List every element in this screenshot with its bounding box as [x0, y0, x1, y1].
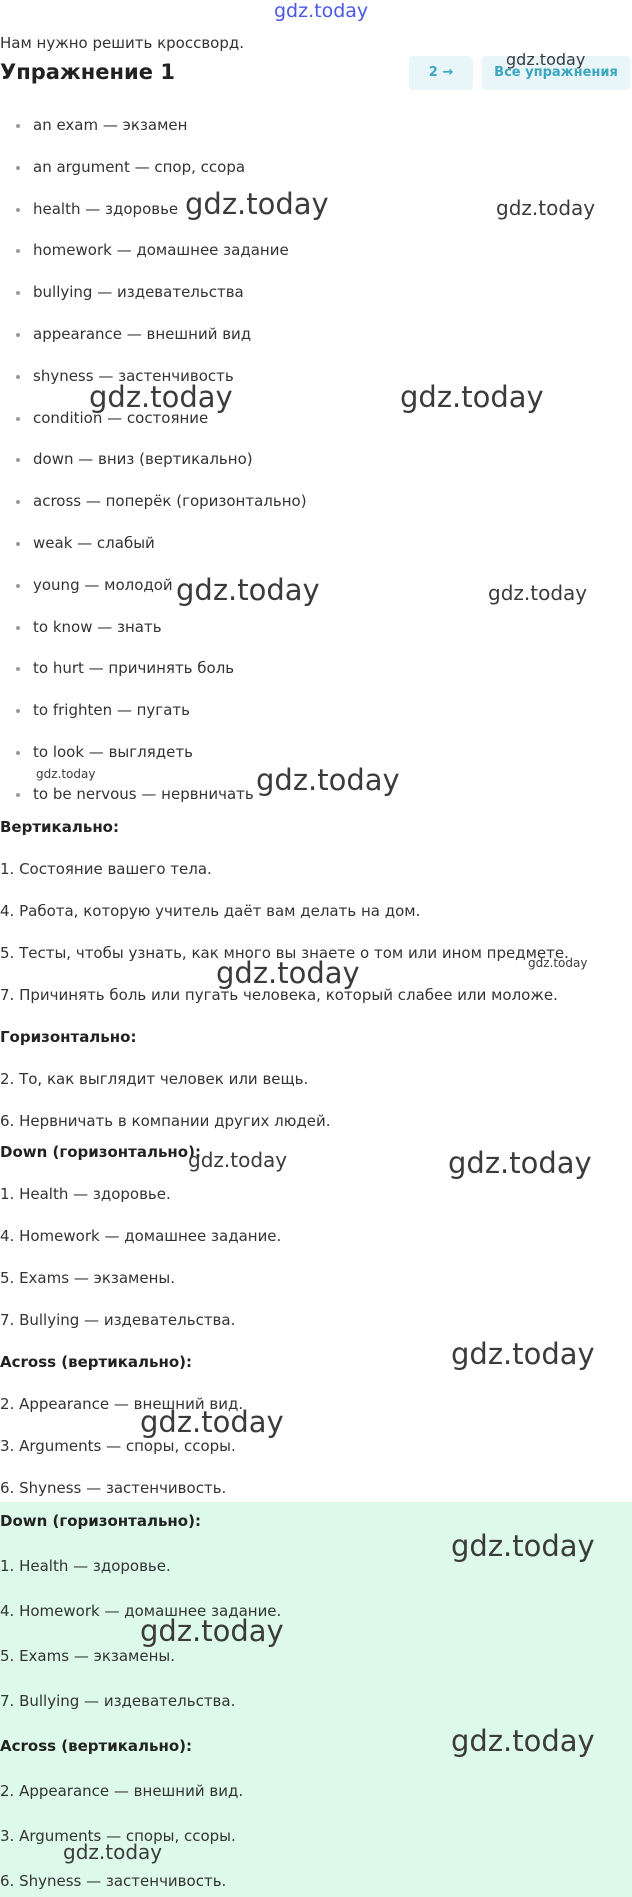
watermark: gdz.today — [400, 380, 544, 414]
list-item: across — поперёк (горизонтально) — [0, 481, 620, 523]
brand-logo[interactable]: gdz.today — [274, 0, 369, 22]
answer-line: 5. Exams — экзамены. — [0, 1647, 176, 1665]
watermark: gdz.today — [36, 767, 96, 781]
answer-line: 4. Homework — домашнее задание. — [0, 1227, 282, 1245]
answer-line: 7. Bullying — издевательства. — [0, 1692, 236, 1710]
list-item: young — молодой — [0, 565, 620, 607]
list-item: shyness — застенчивость — [0, 356, 620, 398]
watermark: gdz.today — [528, 956, 588, 970]
clue-line: 4. Работа, которую учитель даёт вам делать на дом. — [0, 902, 421, 920]
answer-line: 3. Arguments — споры, ссоры. — [0, 1437, 236, 1455]
watermark: gdz.today — [216, 956, 360, 990]
list-item: to hurt — причинять боль — [0, 648, 620, 690]
clue-line: 5. Тесты, чтобы узнать, как много вы знаете о том или ином предмете. — [0, 944, 569, 962]
watermark: gdz.today — [188, 1148, 288, 1172]
down-answers-heading: Down (горизонтально): — [0, 1143, 201, 1161]
answer-line: 6. Shyness — застенчивость. — [0, 1479, 227, 1497]
watermark: gdz.today — [451, 1724, 595, 1758]
watermark: gdz.today — [185, 187, 329, 221]
watermark: gdz.today — [506, 50, 586, 69]
watermark: gdz.today — [488, 581, 588, 605]
list-item: to be nervous — нервничать — [0, 774, 620, 816]
answer-line: 4. Homework — домашнее задание. — [0, 1602, 282, 1620]
answer-line: 1. Health — здоровье. — [0, 1185, 171, 1203]
clue-line: 2. То, как выглядит человек или вещь. — [0, 1070, 309, 1088]
watermark: gdz.today — [176, 573, 320, 607]
down-answers-heading-highlighted: Down (горизонтально): — [0, 1512, 201, 1530]
watermark: gdz.today — [448, 1146, 592, 1180]
across-answers-heading-highlighted: Across (вертикально): — [0, 1737, 193, 1755]
clue-line: 6. Нервничать в компании других людей. — [0, 1112, 331, 1130]
list-item: weak — слабый — [0, 523, 620, 565]
watermark: gdz.today — [140, 1405, 284, 1439]
list-item: to look — выглядеть — [0, 732, 620, 774]
all-exercises-button[interactable]: Все упражнения — [482, 56, 630, 90]
answer-line: 6. Shyness — застенчивость. — [0, 1872, 227, 1890]
watermark: gdz.today — [140, 1614, 284, 1648]
answer-line: 2. Appearance — внешний вид. — [0, 1395, 244, 1413]
watermark: gdz.today — [496, 196, 596, 220]
next-exercise-button[interactable]: 2 → — [409, 56, 473, 90]
list-item: down — вниз (вертикально) — [0, 439, 620, 481]
answer-line: 1. Health — здоровье. — [0, 1557, 171, 1575]
watermark: gdz.today — [63, 1840, 163, 1864]
answer-line: 3. Arguments — споры, ссоры. — [0, 1827, 236, 1845]
list-item: health — здоровье — [0, 189, 620, 231]
list-item: bullying — издевательства — [0, 272, 620, 314]
list-item: condition — состояние — [0, 398, 620, 440]
list-item: to know — знать — [0, 607, 620, 649]
watermark: gdz.today — [89, 380, 233, 414]
across-answers-heading: Across (вертикально): — [0, 1353, 193, 1371]
clue-line: 7. Причинять боль или пугать человека, который слабее или моложе. — [0, 986, 558, 1004]
list-item: homework — домашнее задание — [0, 230, 620, 272]
answer-line: 5. Exams — экзамены. — [0, 1269, 176, 1287]
clue-line: 1. Состояние вашего тела. — [0, 860, 212, 878]
list-item: an exam — экзамен — [0, 105, 620, 147]
watermark: gdz.today — [451, 1529, 595, 1563]
answer-line: 7. Bullying — издевательства. — [0, 1311, 236, 1329]
list-item: appearance — внешний вид — [0, 314, 620, 356]
list-item: an argument — спор, ссора — [0, 147, 620, 189]
watermark: gdz.today — [256, 763, 400, 797]
horizontal-clues-heading: Горизонтально: — [0, 1028, 137, 1046]
list-item: to frighten — пугать — [0, 690, 620, 732]
vocabulary-list — [0, 105, 620, 816]
exercise-title: Упражнение 1 — [0, 60, 175, 84]
watermark: gdz.today — [451, 1337, 595, 1371]
answer-line: 2. Appearance — внешний вид. — [0, 1782, 244, 1800]
intro-text: Нам нужно решить кроссворд. — [0, 34, 245, 52]
vertical-clues-heading: Вертикально: — [0, 818, 119, 836]
